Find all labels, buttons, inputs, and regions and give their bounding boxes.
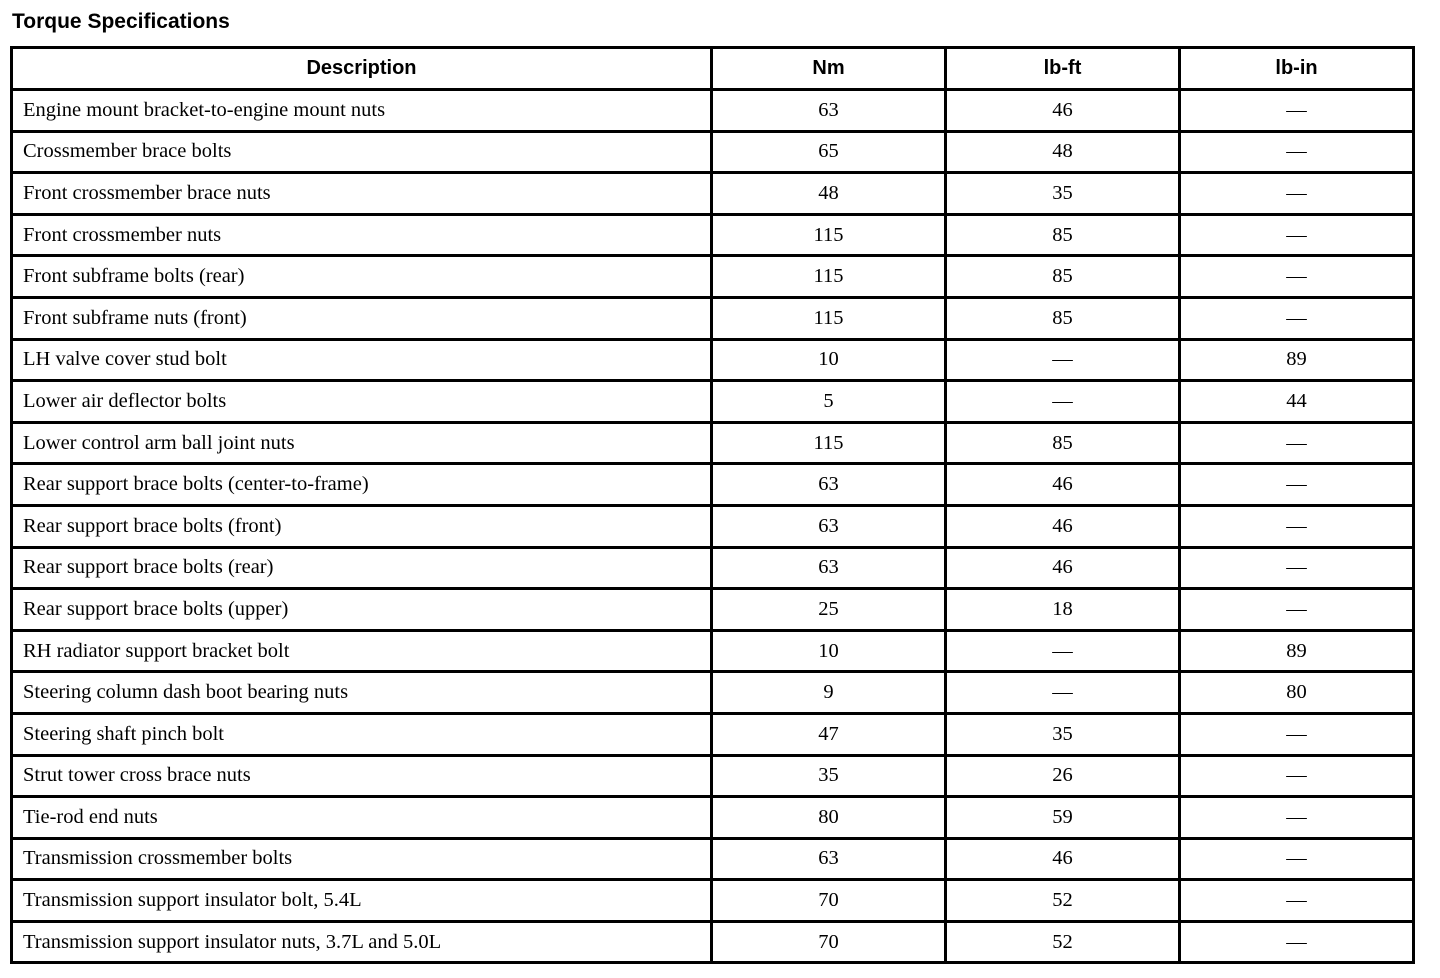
table-row: [12, 422, 1414, 464]
cell-lb-in: —: [1180, 838, 1414, 880]
table-row: [12, 339, 1414, 381]
cell-lb-in: —: [1180, 464, 1414, 506]
cell-nm: 115: [712, 422, 946, 464]
cell-lb-in: 80: [1180, 672, 1414, 714]
cell-lb-ft: —: [946, 630, 1180, 672]
cell-nm: 10: [712, 339, 946, 381]
cell-description: Transmission crossmember bolts: [12, 838, 712, 880]
table-row: [12, 755, 1414, 797]
cell-description: Lower air deflector bolts: [12, 381, 712, 423]
cell-nm: 48: [712, 173, 946, 215]
cell-lb-in: —: [1180, 755, 1414, 797]
cell-description: RH radiator support bracket bolt: [12, 630, 712, 672]
cell-lb-in: —: [1180, 505, 1414, 547]
cell-lb-ft: 18: [946, 589, 1180, 631]
cell-lb-in: 44: [1180, 381, 1414, 423]
cell-lb-ft: 52: [946, 880, 1180, 922]
cell-lb-ft: 85: [946, 297, 1180, 339]
table-row: [12, 589, 1414, 631]
table-row: [12, 90, 1414, 132]
table-row: [12, 921, 1414, 963]
table-row: [12, 173, 1414, 215]
cell-nm: 35: [712, 755, 946, 797]
table-row: [12, 464, 1414, 506]
table-row: [12, 297, 1414, 339]
cell-lb-in: —: [1180, 173, 1414, 215]
cell-nm: 70: [712, 921, 946, 963]
cell-nm: 25: [712, 589, 946, 631]
cell-lb-in: —: [1180, 256, 1414, 298]
cell-lb-ft: 48: [946, 131, 1180, 173]
cell-nm: 5: [712, 381, 946, 423]
table-row: [12, 505, 1414, 547]
cell-lb-ft: 85: [946, 422, 1180, 464]
cell-description: Steering shaft pinch bolt: [12, 713, 712, 755]
cell-description: Front crossmember brace nuts: [12, 173, 712, 215]
cell-lb-ft: 35: [946, 173, 1180, 215]
cell-description: Front subframe nuts (front): [12, 297, 712, 339]
cell-lb-ft: 46: [946, 547, 1180, 589]
page-title: Torque Specifications: [12, 10, 230, 33]
cell-description: Transmission support insulator nuts, 3.7L and 5.0L: [12, 921, 712, 963]
table-row: [12, 214, 1414, 256]
cell-lb-ft: —: [946, 381, 1180, 423]
cell-nm: 9: [712, 672, 946, 714]
cell-description: Strut tower cross brace nuts: [12, 755, 712, 797]
cell-nm: 63: [712, 838, 946, 880]
header-lb-ft: lb-ft: [946, 48, 1180, 90]
cell-description: Engine mount bracket-to-engine mount nuts: [12, 90, 712, 132]
table-row: [12, 630, 1414, 672]
cell-description: Front crossmember nuts: [12, 214, 712, 256]
cell-lb-in: 89: [1180, 339, 1414, 381]
cell-nm: 115: [712, 256, 946, 298]
cell-nm: 70: [712, 880, 946, 922]
cell-lb-in: —: [1180, 880, 1414, 922]
cell-description: Transmission support insulator bolt, 5.4L: [12, 880, 712, 922]
header-lb-in: lb-in: [1180, 48, 1414, 90]
cell-lb-ft: —: [946, 339, 1180, 381]
cell-lb-ft: 85: [946, 214, 1180, 256]
table-row: [12, 797, 1414, 839]
torque-specifications-table: [10, 46, 1415, 964]
cell-lb-in: —: [1180, 713, 1414, 755]
cell-description: Crossmember brace bolts: [12, 131, 712, 173]
cell-nm: 115: [712, 214, 946, 256]
cell-description: Tie-rod end nuts: [12, 797, 712, 839]
cell-description: Steering column dash boot bearing nuts: [12, 672, 712, 714]
cell-nm: 63: [712, 505, 946, 547]
cell-lb-in: 89: [1180, 630, 1414, 672]
table-row: [12, 713, 1414, 755]
table-row: [12, 672, 1414, 714]
cell-lb-ft: 46: [946, 464, 1180, 506]
cell-lb-in: —: [1180, 797, 1414, 839]
cell-lb-ft: 46: [946, 838, 1180, 880]
table-row: [12, 880, 1414, 922]
cell-lb-in: —: [1180, 547, 1414, 589]
header-nm: Nm: [712, 48, 946, 90]
table-row: [12, 256, 1414, 298]
cell-lb-ft: 59: [946, 797, 1180, 839]
cell-nm: 63: [712, 464, 946, 506]
cell-lb-ft: 52: [946, 921, 1180, 963]
cell-lb-ft: 26: [946, 755, 1180, 797]
cell-lb-in: —: [1180, 131, 1414, 173]
cell-lb-ft: 35: [946, 713, 1180, 755]
cell-nm: 65: [712, 131, 946, 173]
cell-description: LH valve cover stud bolt: [12, 339, 712, 381]
cell-description: Rear support brace bolts (center-to-frame): [12, 464, 712, 506]
cell-lb-in: —: [1180, 297, 1414, 339]
cell-nm: 80: [712, 797, 946, 839]
header-description: Description: [12, 48, 712, 90]
cell-nm: 115: [712, 297, 946, 339]
cell-description: Lower control arm ball joint nuts: [12, 422, 712, 464]
cell-lb-in: —: [1180, 921, 1414, 963]
cell-lb-ft: —: [946, 672, 1180, 714]
cell-lb-in: —: [1180, 90, 1414, 132]
cell-lb-ft: 46: [946, 505, 1180, 547]
cell-lb-in: —: [1180, 422, 1414, 464]
table-row: [12, 838, 1414, 880]
table-row: [12, 381, 1414, 423]
cell-lb-ft: 46: [946, 90, 1180, 132]
cell-nm: 10: [712, 630, 946, 672]
cell-description: Rear support brace bolts (upper): [12, 589, 712, 631]
cell-lb-in: —: [1180, 589, 1414, 631]
cell-nm: 63: [712, 90, 946, 132]
table-header-row: [12, 48, 1414, 90]
cell-description: Rear support brace bolts (front): [12, 505, 712, 547]
cell-nm: 47: [712, 713, 946, 755]
cell-nm: 63: [712, 547, 946, 589]
table-body: [12, 90, 1414, 963]
table-row: [12, 547, 1414, 589]
table-row: [12, 131, 1414, 173]
cell-description: Front subframe bolts (rear): [12, 256, 712, 298]
cell-lb-in: —: [1180, 214, 1414, 256]
cell-description: Rear support brace bolts (rear): [12, 547, 712, 589]
cell-lb-ft: 85: [946, 256, 1180, 298]
